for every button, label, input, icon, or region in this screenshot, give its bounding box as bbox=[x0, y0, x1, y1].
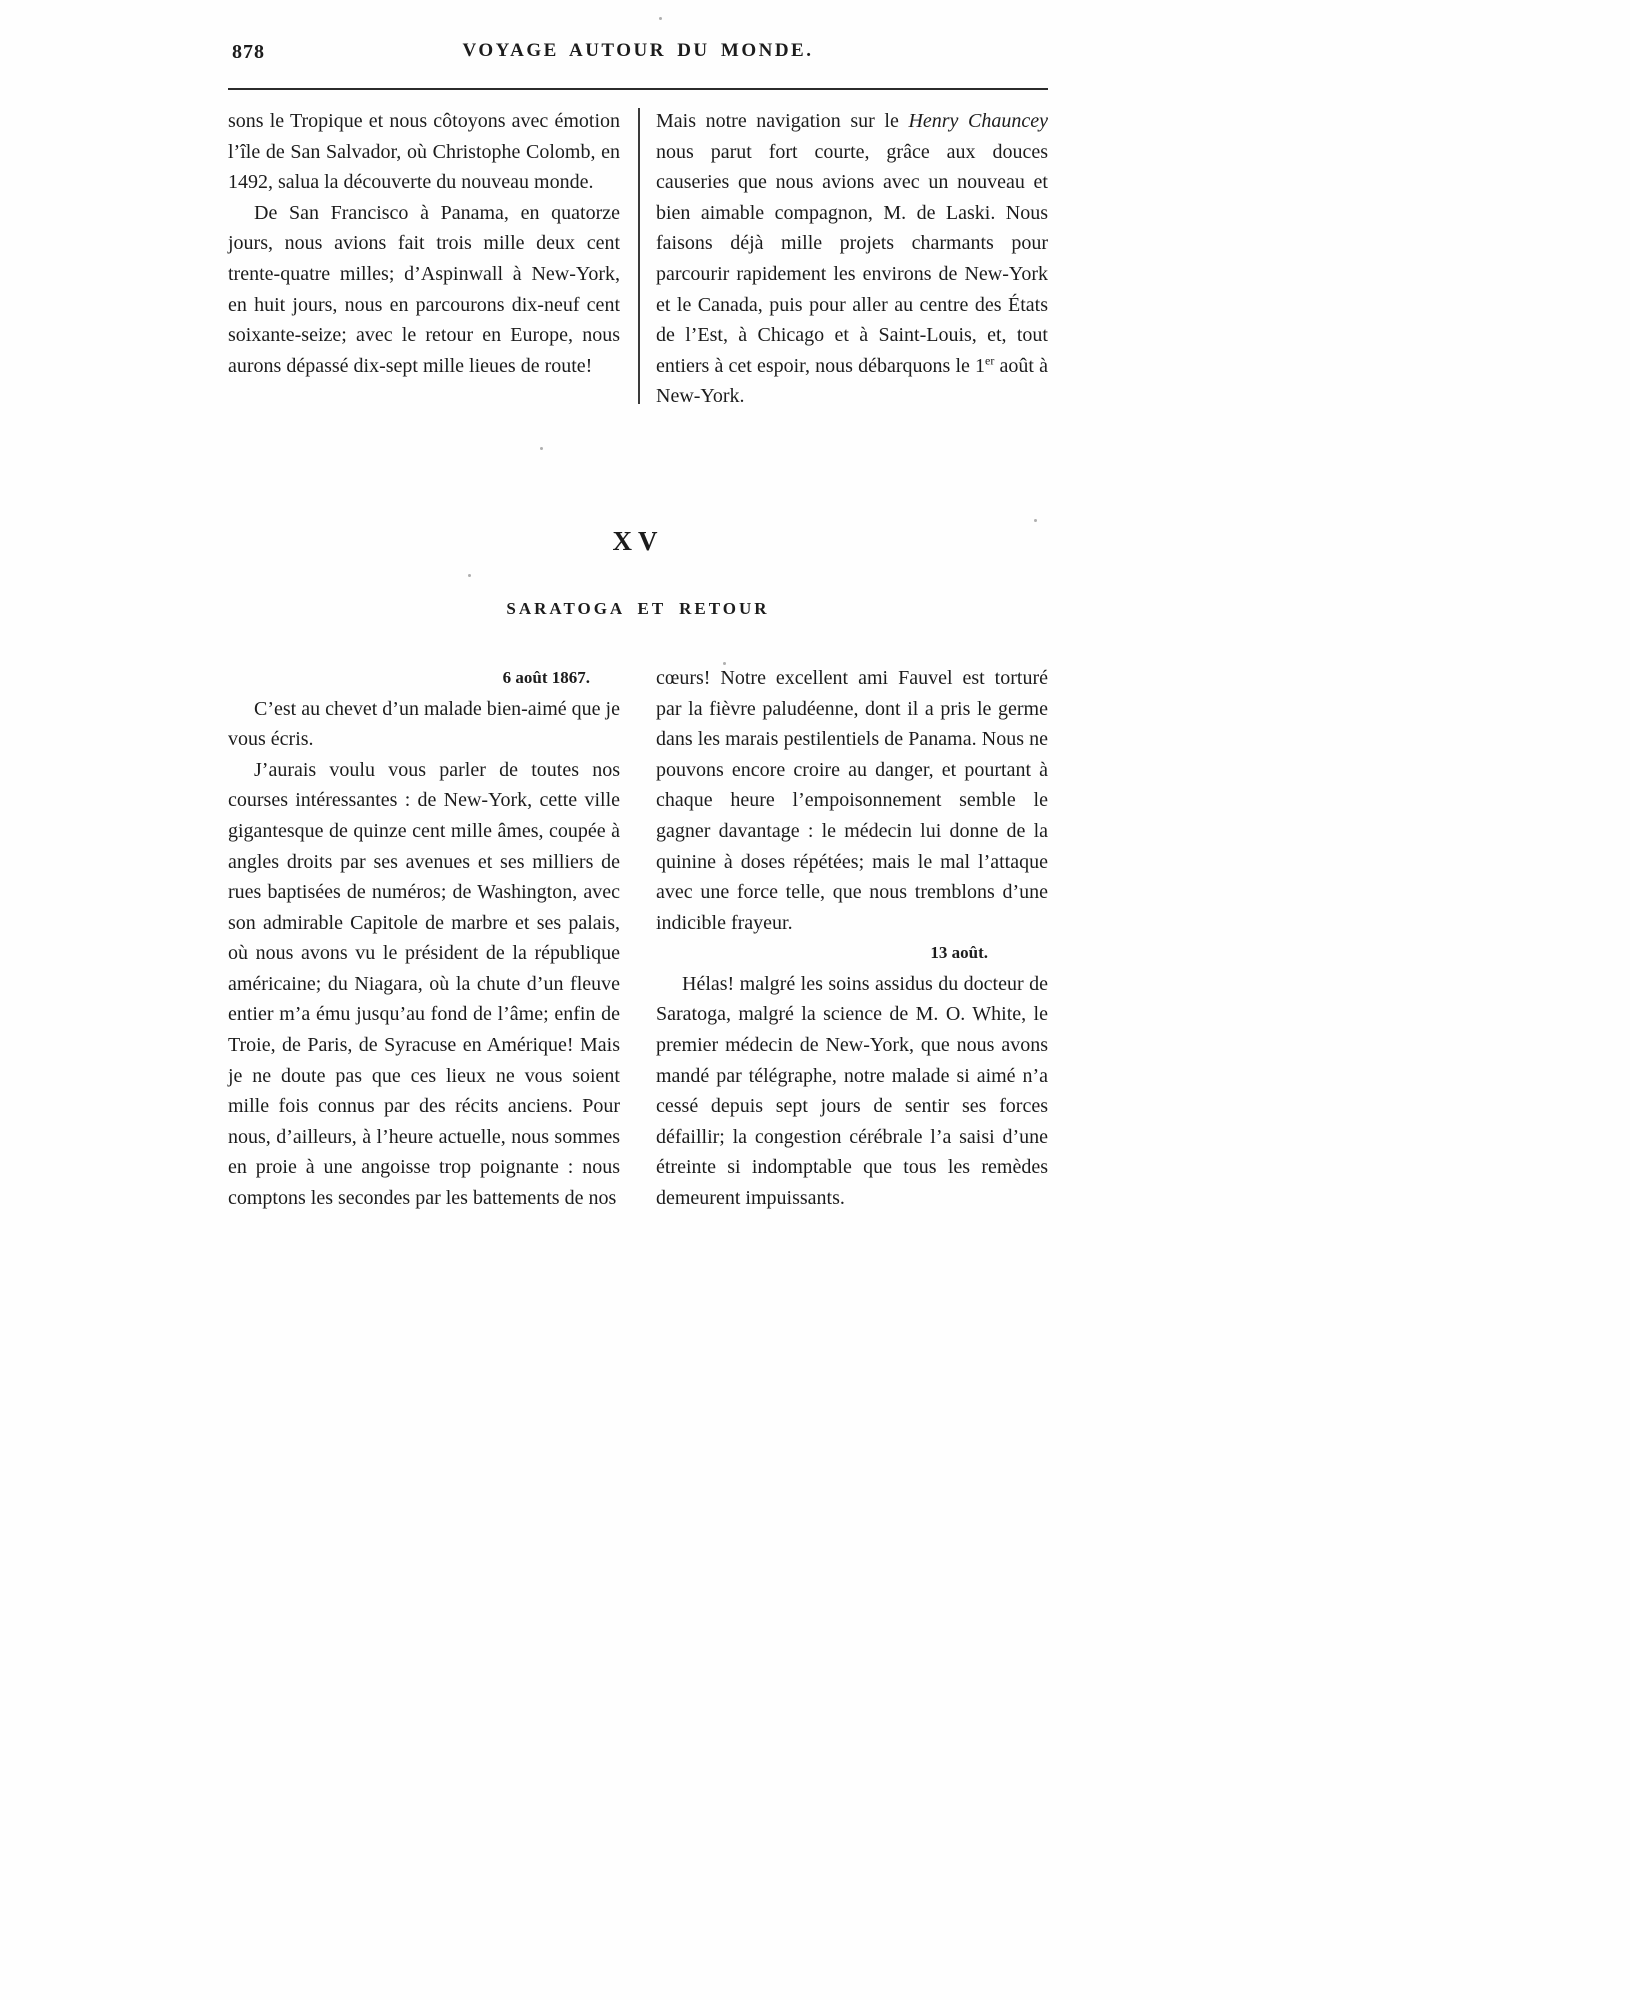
paragraph: Hélas! malgré les soins assidus du docteur de Saratoga, malgré la science de M. O. White, le premier médecin de New-York, que nous avons mandé par télégraphe, notre malade si aimé n’a cessé depuis sept jours de sentir ses forces défaillir; la congestion cérébrale l’a saisi d’une étreinte si indomptable que tous les remèdes demeurent impuissants. bbox=[656, 972, 1048, 1210]
bottom-columns bbox=[228, 663, 1048, 1214]
paragraph: J’aurais voulu vous parler de toutes nos courses intéressantes : de New-York, cette ville gigantesque de quinze cent mille âmes, coupée à angles droits par ses avenues et ses milliers de rues baptisées de numéros; de Washington, avec son admirable Capitole de marbre et ses palais, où nous avons vu le président de la république américaine; du Niagara, où la chute d’un fleuve entier m’a ému jusqu’au fond de l’âme; enfin de Troie, de Paris, de Syracuse en Amérique! Mais je ne doute pas que ces lieux ne vous soient mille fois connus par des récits anciens. Pour nous, d’ailleurs, à l’heure actuelle, nous sommes en proie à une angoisse trop poignante : nous comptons les secondes par les battements de nos bbox=[228, 758, 620, 1210]
column-gap bbox=[620, 663, 656, 1214]
page-header bbox=[228, 40, 1048, 66]
bottom-left-column bbox=[228, 663, 620, 1214]
paragraph bbox=[656, 106, 1048, 412]
dateline: 13 août. bbox=[930, 943, 988, 963]
paragraph: C’est au chevet d’un malade bien-aimé que je vous écris. bbox=[228, 697, 620, 751]
top-columns bbox=[228, 106, 1048, 412]
scan-speck bbox=[659, 17, 662, 20]
ship-name-italic: Henry Chauncey bbox=[908, 110, 1048, 132]
top-left-column bbox=[228, 106, 620, 412]
header-rule bbox=[228, 88, 1048, 90]
top-right-column bbox=[656, 106, 1048, 412]
text-run: nous parut fort courte, grâce aux douces causeries que nous avions avec un nouveau et bien aimable compagnon, M. de Laski. Nous faisons déjà mille projets charmants pour parcourir rapidement les environs de New-York et le Canada, puis pour aller au centre des États de l’Est, à Chicago et à Saint-Louis, et, tout entiers à cet espoir, nous débarquons le 1 bbox=[656, 140, 1048, 377]
text-run: août à New-York. bbox=[656, 354, 1048, 408]
running-head: VOYAGE AUTOUR DU MONDE. bbox=[462, 40, 814, 61]
chapter-title: SARATOGA ET RETOUR bbox=[506, 598, 770, 618]
chapter-number: XV bbox=[612, 525, 664, 556]
page-number: 878 bbox=[232, 41, 265, 63]
paragraph: De San Francisco à Panama, en quatorze jours, nous avions fait trois mille deux cent trente-quatre milles; d’Aspinwall à New-York, en huit jours, nous en parcourons dix-neuf cent soixante-seize; avec le retour en Europe, nous aurons dépassé dix-sept mille lieues de route! bbox=[228, 201, 620, 377]
text-run: Mais notre navigation sur le bbox=[656, 110, 909, 132]
paragraph: cœurs! Notre excellent ami Fauvel est torturé par la fièvre paludéenne, dont il a pris le germe dans les marais pestilentiels de Panama. Nous ne pouvons encore croire au danger, et pourtant à chaque heure l’empoisonnement semble le gagner davantage : le médecin lui donne de la quinine à doses répétées; mais le mal l’attaque avec une force telle, que nous tremblons d’une indicible frayeur. bbox=[656, 666, 1048, 934]
page-content bbox=[228, 40, 1048, 1214]
ordinal-superscript: er bbox=[985, 353, 995, 368]
column-divider-rule bbox=[638, 108, 640, 404]
bottom-right-column bbox=[656, 663, 1048, 1214]
paragraph: sons le Tropique et nous côtoyons avec émotion l’île de San Salvador, où Christophe Colomb, en 1492, salua la découverte du nouveau monde. bbox=[228, 110, 620, 194]
dateline: 6 août 1867. bbox=[502, 667, 590, 687]
